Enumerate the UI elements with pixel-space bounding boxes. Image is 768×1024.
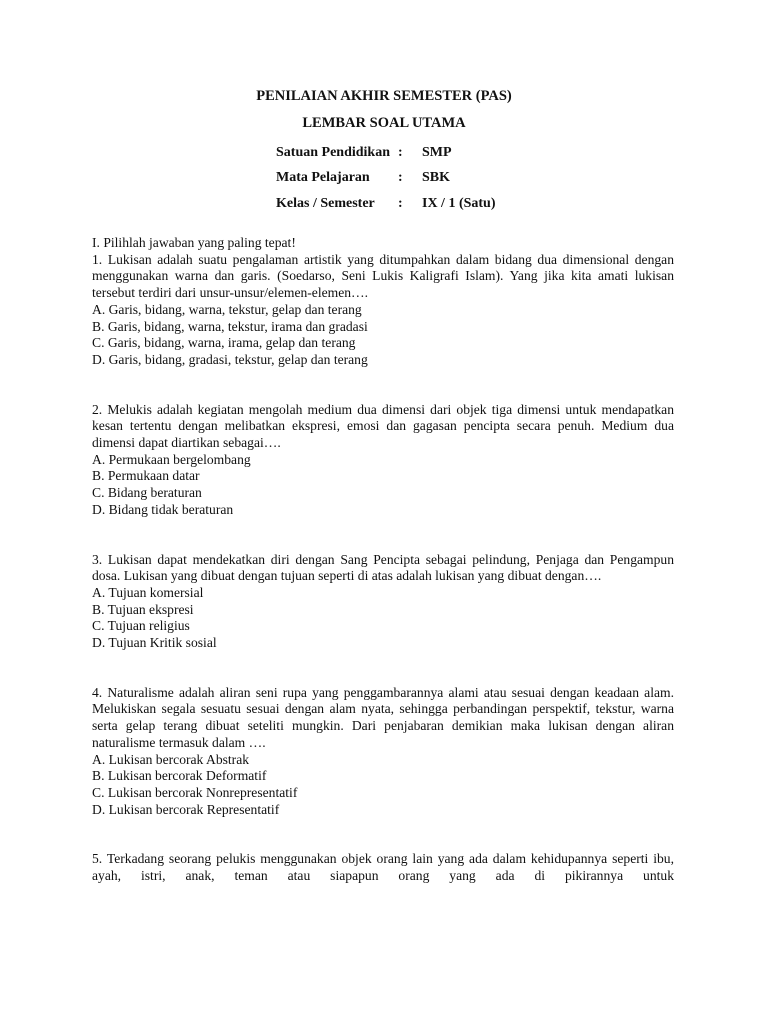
question-3 xyxy=(92,552,674,652)
option-d: D. Bidang tidak beraturan xyxy=(92,501,234,517)
spacer xyxy=(92,818,674,851)
meta-colon: : xyxy=(398,144,403,160)
question-text: 1. Lukisan adalah suatu pengalaman artistik yang ditumpahkan dalam bidang dua dimensional dengan menggunakan warna dan garis. (Soedarso, Seni Lukis Kaligrafi Islam). Yang jika kita amati lukisan tersebut terdiri dari unsur-unsur/elemen-elemen…. xyxy=(92,251,674,301)
option-d: D. Garis, bidang, gradasi, tekstur, gelap dan terang xyxy=(92,351,368,367)
option-d: D. Tujuan Kritik sosial xyxy=(92,635,217,651)
exam-meta xyxy=(276,140,496,217)
question-5 xyxy=(92,851,674,884)
meta-label: Mata Pelajaran xyxy=(276,170,370,186)
meta-value: SBK xyxy=(422,170,451,186)
option-c: C. Tujuan religius xyxy=(92,618,190,634)
option-b: B. Garis, bidang, warna, tekstur, irama dan gradasi xyxy=(92,318,368,334)
meta-colon: : xyxy=(398,170,403,186)
option-a: A. Tujuan komersial xyxy=(92,584,204,600)
meta-value: IX / 1 (Satu) xyxy=(422,195,496,211)
question-text: 2. Melukis adalah kegiatan mengolah medium dua dimensi dari objek tiga dimensi untuk mendapatkan kesan tertentu dengan melibatkan ekspresi, emosi dan gagasan pencipta secara penuh. Medium dua dimensi dapat diartikan sebagai…. xyxy=(92,401,674,451)
question-text: 4. Naturalisme adalah aliran seni rupa yang penggambarannya alami atau sesuai dengan keadaan alam. Melukiskan segala sesuatu sesuai dengan alam nyata, sehingga perbandingan perspektif, tekstur, warna serta gelap terang dibuat seteliti mungkin. Dari penjabaran demikian maka lukisan dengan aliran naturalisme termasuk dalam …. xyxy=(92,684,674,750)
option-b: B. Permukaan datar xyxy=(92,468,200,484)
question-text: 5. Terkadang seorang pelukis menggunakan objek orang lain yang ada dalam kehidupannya seperti ibu, ayah, istri, anak, teman atau siapapun orang yang ada di pikirannya untuk xyxy=(92,851,674,884)
section-instruction: I. Pilihlah jawaban yang paling tepat! xyxy=(92,235,296,250)
option-b: B. Lukisan bercorak Deformatif xyxy=(92,768,267,784)
meta-row-school xyxy=(276,140,496,166)
exam-title: PENILAIAN AKHIR SEMESTER (PAS) xyxy=(256,88,512,104)
option-a: A. Lukisan bercorak Abstrak xyxy=(92,751,250,767)
question-text: 3. Lukisan dapat mendekatkan diri dengan Sang Pencipta sebagai pelindung, Penjaga dan Pengampun dosa. Lukisan yang dibuat dengan tujuan seperti di atas adalah lukisan yang dibuat dengan…. xyxy=(92,551,674,584)
option-c: C. Bidang beraturan xyxy=(92,485,202,501)
meta-label: Satuan Pendidikan xyxy=(276,144,390,160)
spacer xyxy=(92,652,674,685)
option-c: C. Lukisan bercorak Nonrepresentatif xyxy=(92,784,298,800)
questions-content xyxy=(92,235,674,885)
spacer xyxy=(92,369,674,402)
option-b: B. Tujuan ekspresi xyxy=(92,601,194,617)
meta-value: SMP xyxy=(422,144,452,160)
meta-row-subject xyxy=(276,166,496,192)
option-c: C. Garis, bidang, warna, irama, gelap dan terang xyxy=(92,335,356,351)
meta-row-class xyxy=(276,191,496,217)
spacer xyxy=(92,519,674,552)
option-a: A. Garis, bidang, warna, tekstur, gelap dan terang xyxy=(92,301,362,317)
question-2 xyxy=(92,402,674,519)
question-1 xyxy=(92,252,674,369)
meta-colon: : xyxy=(398,195,403,211)
question-4 xyxy=(92,685,674,819)
exam-subtitle: LEMBAR SOAL UTAMA xyxy=(302,115,466,131)
option-a: A. Permukaan bergelombang xyxy=(92,451,251,467)
meta-label: Kelas / Semester xyxy=(276,195,375,211)
option-d: D. Lukisan bercorak Representatif xyxy=(92,801,280,817)
